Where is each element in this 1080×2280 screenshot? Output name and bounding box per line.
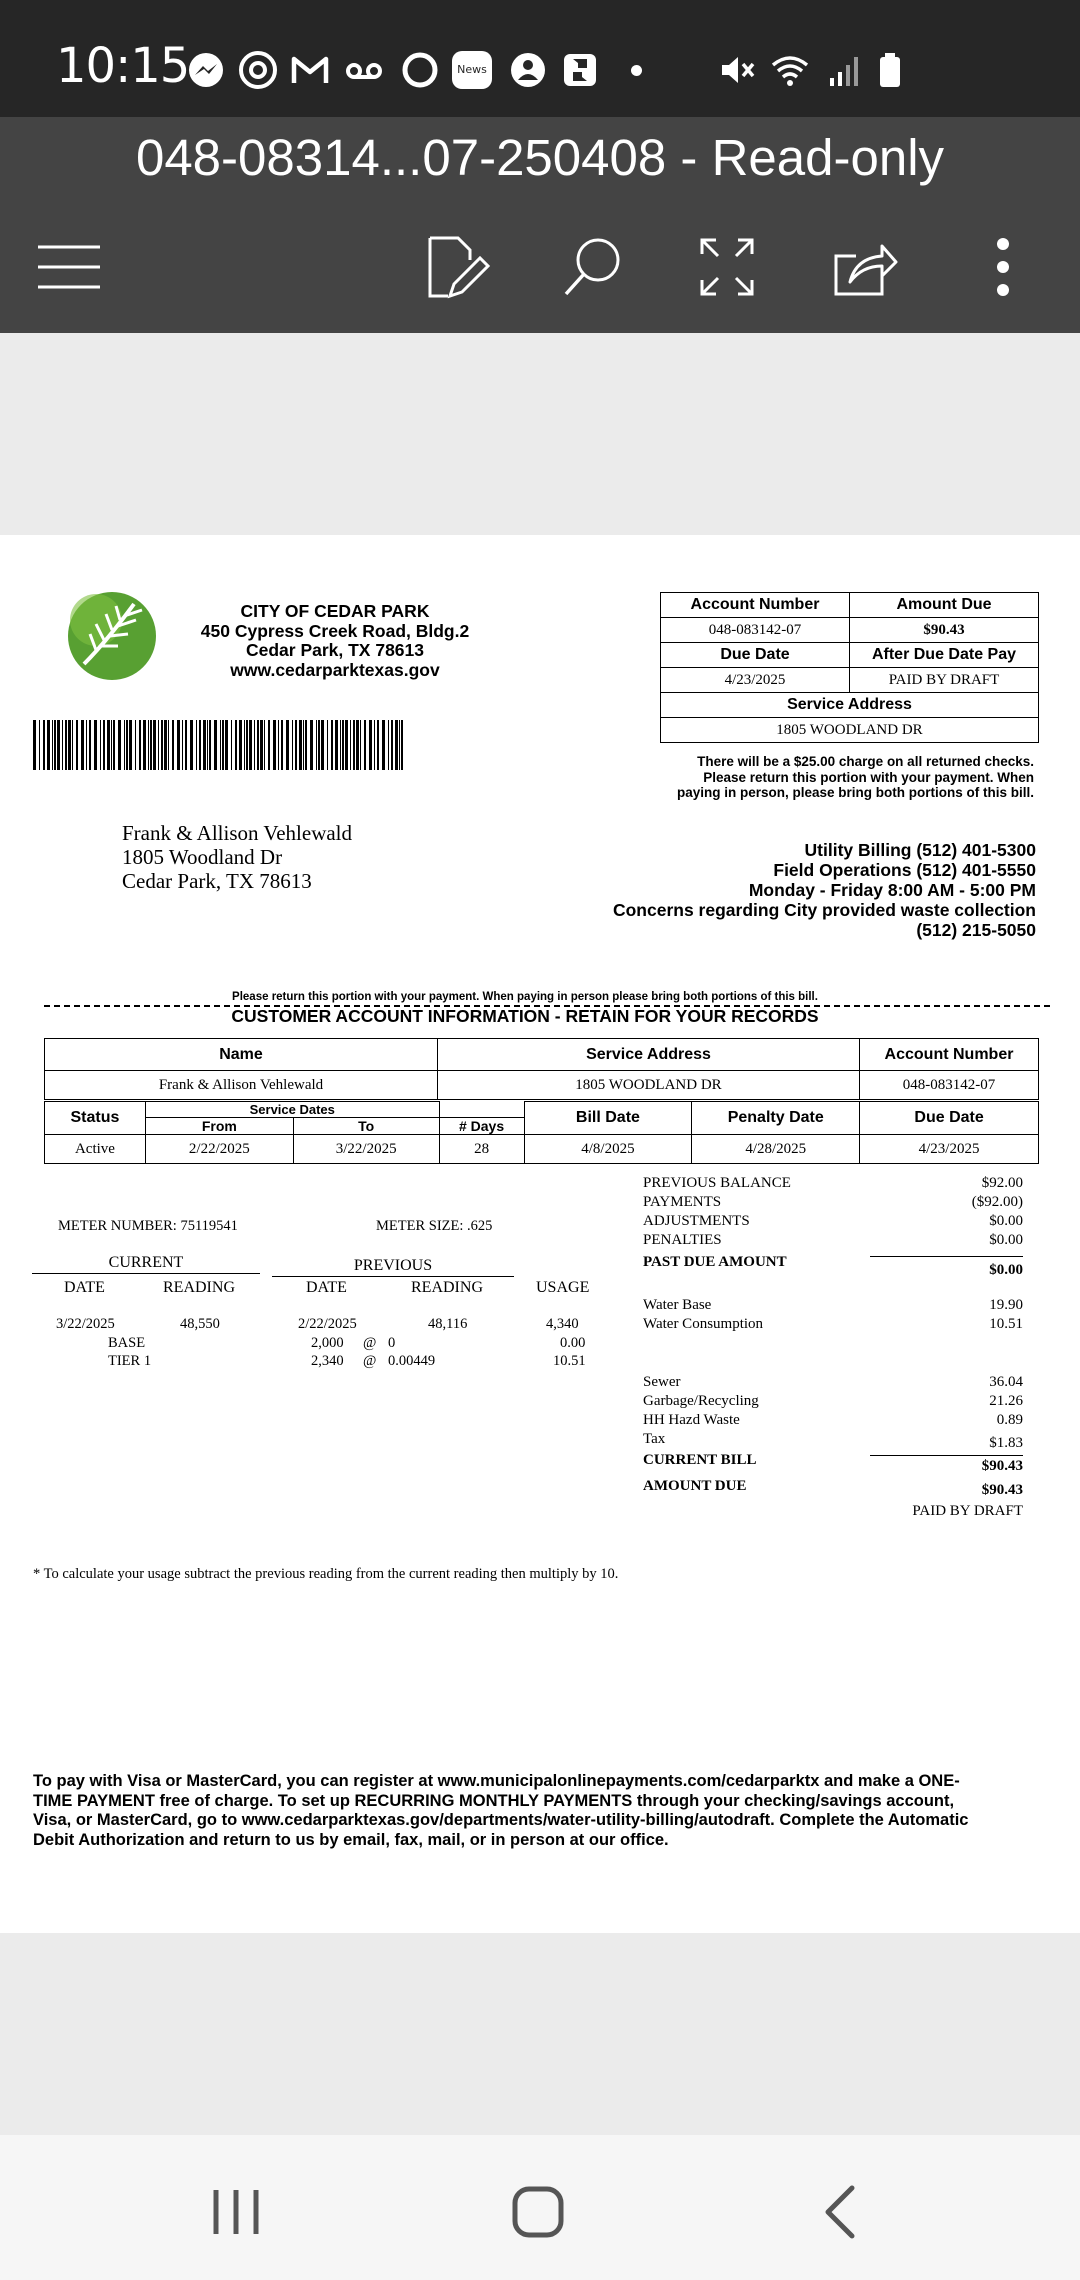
barcode-bar xyxy=(143,720,146,770)
charge-row xyxy=(643,1430,1023,1449)
notice-line: Please return this portion with your payment. When xyxy=(703,769,1034,785)
barcode-bar xyxy=(214,720,217,770)
payment-info-line: Visa, or MasterCard, go to www.cedarparktexas.gov/departments/water-utility-billing/autodraft. Complete the Automatic xyxy=(33,1811,969,1829)
city-address1: 450 Cypress Creek Road, Bldg.2 xyxy=(200,620,470,641)
current-date: 3/22/2025 xyxy=(56,1316,115,1332)
charge-value: 0.89 xyxy=(996,1412,1023,1428)
barcode-bar xyxy=(260,720,263,770)
current-reading-label: READING xyxy=(163,1279,235,1296)
charge-value: $0.00 xyxy=(989,1213,1023,1229)
document-title: 048-08314...07-250408 - Read-only xyxy=(135,129,945,186)
payment-info-line: TIME PAYMENT free of charge. To set up RECURRING MONTHLY PAYMENTS through your checking/savings account, xyxy=(33,1791,955,1810)
amount-due-label: Amount Due xyxy=(850,593,1039,618)
tier-name: TIER 1 xyxy=(108,1353,152,1369)
barcode-bar xyxy=(249,720,252,770)
barcode-bar xyxy=(62,720,63,770)
barcode-bar xyxy=(57,720,60,770)
returned-check-notice xyxy=(640,754,1034,801)
barcode-bar xyxy=(335,720,338,770)
city-address2: Cedar Park, TX 78613 xyxy=(245,640,425,660)
charge-label: ADJUSTMENTS xyxy=(643,1213,750,1229)
barcode xyxy=(33,720,405,770)
summary-box xyxy=(660,592,1039,743)
water-charges xyxy=(643,1296,1023,1334)
barcode-bar xyxy=(246,720,248,770)
contact-line: Utility Billing (512) 401-5300 xyxy=(804,840,1036,860)
customer-street: 1805 Woodland Dr xyxy=(122,845,283,869)
service-dates-table xyxy=(44,1101,1039,1164)
barcode-bar xyxy=(94,720,97,770)
charge-value: $92.00 xyxy=(981,1175,1023,1191)
barcode-bar xyxy=(364,720,366,770)
days-value: 28 xyxy=(439,1135,524,1164)
barcode-bar xyxy=(65,720,67,770)
barcode-bar xyxy=(190,720,193,770)
charge-value: $0.00 xyxy=(989,1262,1023,1278)
barcode-bar xyxy=(129,720,132,770)
city-name: CITY OF CEDAR PARK xyxy=(240,601,430,621)
charge-label: CURRENT BILL xyxy=(643,1452,757,1468)
mailing-address xyxy=(122,821,352,893)
barcode-bar xyxy=(148,720,149,770)
barcode-bar xyxy=(401,720,403,770)
service-address-col-label: Service Address xyxy=(438,1039,860,1071)
barcode-bar xyxy=(39,720,40,770)
barcode-bar xyxy=(310,720,313,770)
barcode-bar xyxy=(68,720,71,770)
barcode-bar xyxy=(196,720,197,770)
amount-due: $90.43 xyxy=(850,618,1039,643)
charge-label: AMOUNT DUE xyxy=(643,1478,747,1494)
charge-label: Garbage/Recycling xyxy=(643,1393,759,1409)
barcode-bar xyxy=(342,720,344,770)
account-info-table xyxy=(44,1038,1039,1100)
barcode-bar xyxy=(264,720,265,770)
city-website: www.cedarparktexas.gov xyxy=(230,659,440,680)
status-label: Status xyxy=(45,1102,146,1135)
barcode-bar xyxy=(185,720,187,770)
barcode-bar xyxy=(369,720,372,770)
current-reading: 48,550 xyxy=(180,1316,220,1332)
usage-value: 4,340 xyxy=(546,1316,579,1332)
to-label: To xyxy=(293,1118,439,1135)
paid-by-draft: PAID BY DRAFT xyxy=(912,1503,1023,1519)
bill-date-label: Bill Date xyxy=(524,1102,692,1135)
charge-label: Sewer xyxy=(643,1374,681,1390)
status-value: Active xyxy=(45,1135,146,1164)
barcode-bar xyxy=(164,720,167,770)
barcode-bar xyxy=(327,720,328,770)
barcode-bar xyxy=(220,720,221,770)
tear-notice: Please return this portion with your payment. When paying in person please bring both portions of this bill. xyxy=(205,991,845,1003)
barcode-bar xyxy=(52,720,53,770)
charge-row xyxy=(643,1411,1023,1430)
charge-value: $0.00 xyxy=(989,1232,1023,1248)
charge-label: Water Consumption xyxy=(643,1316,764,1332)
barcode-bar xyxy=(222,720,224,770)
charge-row xyxy=(643,1373,1023,1392)
tier-at: @ xyxy=(363,1335,377,1351)
barcode-bar xyxy=(273,720,276,770)
barcode-bar xyxy=(126,720,128,770)
penalty-date-label: Penalty Date xyxy=(692,1102,860,1135)
barcode-bar xyxy=(340,720,341,770)
days-label: # Days xyxy=(439,1118,524,1135)
charge-value: 21.26 xyxy=(989,1393,1023,1409)
account-name: Frank & Allison Vehlewald xyxy=(45,1071,438,1100)
voicemail-icon xyxy=(344,50,384,90)
from-value: 2/22/2025 xyxy=(145,1135,293,1164)
barcode-bar xyxy=(399,720,400,770)
barcode-bar xyxy=(33,720,36,770)
chase-icon xyxy=(560,50,600,90)
barcode-bar xyxy=(203,720,206,770)
barcode-bar xyxy=(305,720,307,770)
amount-due-row xyxy=(643,1478,1023,1497)
customer-name: Frank & Allison Vehlewald xyxy=(122,821,353,845)
threads-icon xyxy=(238,50,278,90)
service-address-label: Service Address xyxy=(661,693,1039,718)
tier-amount: 10.51 xyxy=(553,1353,586,1369)
charge-label: Tax xyxy=(643,1431,666,1447)
signal-icon xyxy=(824,50,864,90)
barcode-bar xyxy=(257,720,259,770)
customer-city: Cedar Park, TX 78613 xyxy=(122,869,312,893)
charge-value: $90.43 xyxy=(981,1458,1023,1474)
from-label: From xyxy=(145,1118,293,1135)
document-margin xyxy=(0,333,1080,535)
barcode-bar xyxy=(209,720,211,770)
search-icon[interactable] xyxy=(556,230,630,304)
charge-label: PAST DUE AMOUNT xyxy=(643,1254,787,1270)
charge-row xyxy=(643,1392,1023,1411)
city-logo xyxy=(66,590,158,682)
previous-reading: 48,116 xyxy=(428,1316,468,1332)
barcode-bar xyxy=(395,720,398,770)
gmail-icon xyxy=(290,50,330,90)
due-date-col-label: Due Date xyxy=(860,1102,1039,1135)
barcode-bar xyxy=(124,720,125,770)
notice-line: There will be a $25.00 charge on all returned checks. xyxy=(697,754,1034,769)
menu-icon[interactable] xyxy=(32,230,106,304)
barcode-bar xyxy=(278,720,279,770)
barcode-bar xyxy=(239,720,242,770)
tier-amount: 0.00 xyxy=(560,1335,586,1351)
previous-header: PREVIOUS xyxy=(272,1256,514,1277)
meter-number-label: METER NUMBER: xyxy=(58,1218,177,1234)
home-icon[interactable] xyxy=(508,2182,568,2242)
barcode-bar xyxy=(72,720,73,770)
barcode-bar xyxy=(331,720,333,770)
due-date: 4/23/2025 xyxy=(661,668,850,693)
charge-row xyxy=(643,1231,1023,1250)
payment-info-line: Debit Authorization and return to us by email, fax, mail, or in person at our office. xyxy=(33,1830,669,1849)
barcode-bar xyxy=(172,720,174,770)
tier-at: @ xyxy=(363,1353,377,1369)
mute-icon xyxy=(718,50,758,90)
account-number-label: Account Number xyxy=(661,593,850,618)
messenger-icon xyxy=(186,50,226,90)
previous-date: 2/22/2025 xyxy=(298,1316,357,1332)
payment-info xyxy=(33,1772,1043,1850)
charge-label: PREVIOUS BALANCE xyxy=(643,1175,791,1191)
barcode-bar xyxy=(100,720,101,770)
barcode-bar xyxy=(360,720,361,770)
barcode-bar xyxy=(113,720,115,770)
edit-icon[interactable] xyxy=(418,230,492,304)
charge-label: PAYMENTS xyxy=(643,1194,722,1210)
charge-row xyxy=(643,1174,1023,1193)
barcode-bar xyxy=(374,720,375,770)
barcode-bar xyxy=(316,720,317,770)
barcode-bar xyxy=(158,720,159,770)
current-header: CURRENT xyxy=(32,1253,260,1274)
usage-label: USAGE xyxy=(536,1279,590,1296)
barcode-bar xyxy=(350,720,351,770)
account-icon xyxy=(508,50,548,90)
barcode-bar xyxy=(391,720,393,770)
status-time: 10:15 xyxy=(56,38,190,94)
barcode-bar xyxy=(382,720,385,770)
barcode-bar xyxy=(177,720,180,770)
previous-reading-label: READING xyxy=(411,1279,483,1296)
barcode-bar xyxy=(103,720,105,770)
tier-rate: 0.00449 xyxy=(388,1353,436,1369)
blank-cell xyxy=(439,1102,524,1118)
tier-qty: 2,340 xyxy=(311,1353,344,1369)
barcode-bar xyxy=(292,720,293,770)
penalty-date-value: 4/28/2025 xyxy=(692,1135,860,1164)
barcode-bar xyxy=(225,720,228,770)
fullscreen-icon[interactable] xyxy=(690,230,764,304)
charge-value: ($92.00) xyxy=(971,1194,1023,1210)
notice-line: paying in person, please bring both portions of this bill. xyxy=(676,785,1034,800)
charge-label: Water Base xyxy=(643,1297,712,1313)
due-date-value: 4/23/2025 xyxy=(860,1135,1039,1164)
charge-row xyxy=(643,1212,1023,1231)
charge-label: PENALTIES xyxy=(643,1232,722,1248)
service-address: 1805 WOODLAND DR xyxy=(661,718,1039,743)
charge-value: $1.83 xyxy=(989,1435,1023,1451)
barcode-bar xyxy=(244,720,245,770)
tier-qty: 2,000 xyxy=(311,1335,344,1351)
barcode-bar xyxy=(295,720,297,770)
charges-summary xyxy=(643,1174,1023,1250)
contact-line: (512) 215-5050 xyxy=(916,920,1036,940)
barcode-bar xyxy=(345,720,348,770)
name-label: Name xyxy=(45,1039,438,1071)
barcode-bar xyxy=(118,720,121,770)
meter-number-value: 75119541 xyxy=(180,1218,238,1234)
contact-line: Field Operations (512) 401-5550 xyxy=(773,860,1036,880)
barcode-bar xyxy=(168,720,169,770)
city-header xyxy=(190,602,480,680)
charge-value: 10.51 xyxy=(989,1316,1023,1332)
barcode-bar xyxy=(254,720,255,770)
barcode-bar xyxy=(107,720,110,770)
tier-rate: 0 xyxy=(388,1335,396,1351)
charge-value: $90.43 xyxy=(981,1482,1023,1498)
recents-icon[interactable] xyxy=(206,2182,266,2242)
back-icon[interactable] xyxy=(812,2182,872,2242)
barcode-bar xyxy=(161,720,163,770)
circle-app-icon xyxy=(400,50,440,90)
to-value: 3/22/2025 xyxy=(293,1135,439,1164)
barcode-bar xyxy=(43,720,45,770)
charge-row xyxy=(643,1296,1023,1315)
news-icon: News xyxy=(452,51,492,89)
charge-value: 19.90 xyxy=(989,1297,1023,1313)
current-date-label: DATE xyxy=(64,1279,105,1296)
barcode-bar xyxy=(182,720,183,770)
wifi-icon xyxy=(770,50,810,90)
charge-row xyxy=(643,1315,1023,1334)
barcode-bar xyxy=(299,720,302,770)
after-due-label: After Due Date Pay xyxy=(850,643,1039,668)
barcode-bar xyxy=(231,720,232,770)
account-number-value: 048-083142-07 xyxy=(860,1071,1039,1100)
barcode-bar xyxy=(377,720,379,770)
due-date-label: Due Date xyxy=(661,643,850,668)
meter-size xyxy=(376,1218,492,1235)
meter-size-value: .625 xyxy=(467,1218,493,1234)
barcode-bar xyxy=(268,720,270,770)
barcode-bar xyxy=(150,720,152,770)
barcode-bar xyxy=(81,720,84,770)
barcode-bar xyxy=(153,720,156,770)
charge-value: 36.04 xyxy=(989,1374,1023,1390)
barcode-bar xyxy=(235,720,237,770)
past-due-row xyxy=(643,1254,1023,1278)
barcode-bar xyxy=(89,720,91,770)
after-due-value: PAID BY DRAFT xyxy=(850,668,1039,693)
barcode-bar xyxy=(76,720,78,770)
other-charges xyxy=(643,1373,1023,1449)
barcode-bar xyxy=(321,720,324,770)
contact-line: Concerns regarding City provided waste collection xyxy=(612,900,1036,920)
payment-info-line: To pay with Visa or MasterCard, you can register at www.municipalonlinepayments.com/cedarparktx and make a ONE- xyxy=(33,1772,960,1790)
account-service-address: 1805 WOODLAND DR xyxy=(438,1071,860,1100)
charge-row xyxy=(643,1193,1023,1212)
barcode-bar xyxy=(207,720,208,770)
account-number-col-label: Account Number xyxy=(860,1039,1039,1071)
account-number: 048-083142-07 xyxy=(661,618,850,643)
barcode-bar xyxy=(356,720,359,770)
share-icon[interactable] xyxy=(826,230,900,304)
barcode-bar xyxy=(86,720,87,770)
tier-name: BASE xyxy=(108,1335,146,1351)
barcode-bar xyxy=(303,720,304,770)
more-icon[interactable] xyxy=(966,230,1040,304)
barcode-bar xyxy=(318,720,320,770)
meter-number xyxy=(58,1218,238,1235)
bill-date-value: 4/8/2025 xyxy=(524,1135,692,1164)
barcode-bar xyxy=(54,720,56,770)
usage-note: * To calculate your usage subtract the previous reading from the current reading then multiply by 10. xyxy=(33,1566,619,1582)
barcode-bar xyxy=(281,720,283,770)
battery-icon xyxy=(870,50,910,90)
current-bill-row xyxy=(643,1452,1023,1474)
barcode-bar xyxy=(199,720,201,770)
charge-label: HH Hazd Waste xyxy=(643,1412,740,1428)
previous-date-label: DATE xyxy=(306,1279,347,1296)
contact-line: Monday - Friday 8:00 AM - 5:00 PM xyxy=(748,880,1036,900)
records-title: CUSTOMER ACCOUNT INFORMATION - RETAIN FOR YOUR RECORDS xyxy=(231,1006,819,1026)
barcode-bar xyxy=(111,720,112,770)
barcode-bar xyxy=(139,720,141,770)
barcode-bar xyxy=(135,720,136,770)
dot-icon xyxy=(631,65,642,76)
meter-size-label: METER SIZE: xyxy=(376,1218,464,1234)
barcode-bar xyxy=(286,720,289,770)
service-dates-label: Service Dates xyxy=(145,1102,439,1118)
barcode-bar xyxy=(47,720,50,770)
barcode-bar xyxy=(388,720,389,770)
contact-info xyxy=(560,840,1036,940)
barcode-bar xyxy=(353,720,355,770)
